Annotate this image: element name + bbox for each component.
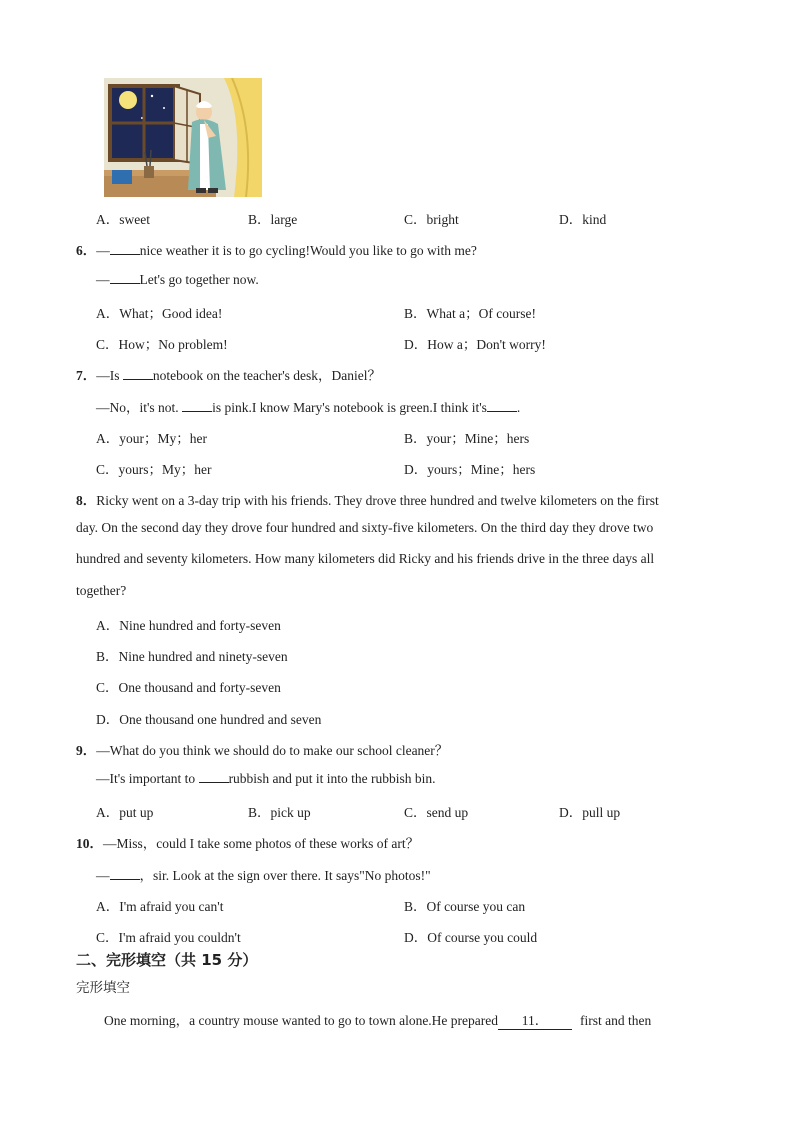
q6-option-d[interactable]: D．How a；Don't worry!: [404, 337, 546, 352]
q10-dash: —: [96, 868, 110, 883]
q6-option-a[interactable]: A．What；Good idea!: [96, 306, 223, 321]
q6-text-2: Let's go together now.: [139, 272, 259, 287]
q9-blank[interactable]: [199, 770, 229, 783]
q6-option-c[interactable]: C．How；No problem!: [96, 337, 228, 352]
q6-number: 6．: [76, 243, 97, 258]
q9-option-d[interactable]: D．pull up: [559, 805, 621, 820]
q9-text-2a: —It's important to: [96, 771, 199, 786]
q7-number: 7．: [76, 368, 97, 383]
section-title: 二、完形填空（共 15 分）: [76, 951, 258, 969]
q8-stem-line1: [76, 489, 659, 509]
q8-option-a[interactable]: A．Nine hundred and forty-seven: [96, 618, 281, 633]
q5-option-b[interactable]: B．large: [248, 212, 298, 227]
q9-number: 9．: [76, 743, 97, 758]
q8-text-1: Ricky went on a 3-day trip with his friends. They drove three hundred and twelve kilometers on the first: [96, 493, 659, 508]
q10-blank[interactable]: [110, 867, 140, 880]
q8-option-c[interactable]: C．One thousand and forty-seven: [96, 680, 281, 695]
q7-stem-line2: [96, 396, 520, 416]
cloze-blank-11-label: 11．: [521, 1013, 549, 1028]
q7-text-2a: —No，it's not.: [96, 400, 183, 415]
q9-stem-line1: [76, 739, 448, 759]
q6-dash-2: —: [96, 272, 110, 287]
q8-stem-line4: together?: [76, 583, 127, 598]
q7-text-1a: —Is: [96, 368, 123, 383]
moon-icon: [119, 91, 137, 109]
q8-stem-line3: hundred and seventy kilometers. How many kilometers did Ricky and his friends drive in the three days all: [76, 551, 655, 566]
q7-option-d[interactable]: D．yours；Mine；hers: [404, 462, 536, 477]
q6-blank-2[interactable]: [110, 271, 140, 284]
q10-stem-line2: [96, 864, 431, 884]
q10-option-c[interactable]: C．I'm afraid you couldn't: [96, 930, 241, 945]
q7-text-2b: is pink.I know Mary's notebook is green.I think it's: [212, 400, 487, 415]
q5-option-d[interactable]: D．kind: [559, 212, 607, 227]
q10-option-d[interactable]: D．Of course you could: [404, 930, 538, 945]
q8-stem-line2: day. On the second day they drove four hundred and sixty-five kilometers. On the third day they drove two: [76, 520, 654, 535]
q5-option-a[interactable]: A．sweet: [96, 212, 150, 227]
q10-text-2: ，sir. Look at the sign over there. It says"No photos!": [139, 868, 431, 883]
q10-option-b[interactable]: B．Of course you can: [404, 899, 526, 914]
cloze-blank-11[interactable]: [498, 1009, 572, 1030]
q7-blank-1[interactable]: [123, 367, 153, 380]
q9-option-b[interactable]: B．pick up: [248, 805, 311, 820]
cloze-paragraph-line1: [104, 1009, 651, 1030]
q9-option-c[interactable]: C．send up: [404, 805, 469, 820]
section-subtitle: 完形填空: [76, 980, 130, 996]
q9-text-1: —What do you think we should do to make our school cleaner？: [96, 743, 449, 758]
q5-option-c[interactable]: C．bright: [404, 212, 459, 227]
q8-option-d[interactable]: D．One thousand one hundred and seven: [96, 712, 322, 727]
q7-stem-line1: [76, 364, 381, 384]
q9-stem-line2: [96, 770, 436, 787]
cloze-text-b: first and then: [580, 1013, 652, 1028]
q6-dash: —: [96, 243, 110, 258]
q8-option-b[interactable]: B．Nine hundred and ninety-seven: [96, 649, 288, 664]
q9-text-2b: rubbish and put it into the rubbish bin.: [228, 771, 436, 786]
cloze-text-a: One morning，a country mouse wanted to go to town alone.He prepared: [104, 1013, 499, 1028]
q7-option-c[interactable]: C．yours；My；her: [96, 462, 212, 477]
q8-number: 8．: [76, 493, 97, 508]
q9-option-a[interactable]: A．put up: [96, 805, 154, 820]
q6-text-1: nice weather it is to go cycling!Would you like to go with me?: [139, 243, 477, 258]
q6-option-b[interactable]: B．What a；Of course!: [404, 306, 536, 321]
q7-option-a[interactable]: A．your；My；her: [96, 431, 207, 446]
q10-stem-line1: [76, 832, 419, 852]
q10-text-1: —Miss，could I take some photos of these works of art？: [103, 836, 420, 851]
moon-night-illustration: [104, 78, 262, 197]
q10-option-a[interactable]: A．I'm afraid you can't: [96, 899, 224, 914]
q6-blank-1[interactable]: [110, 242, 140, 255]
q7-text-1b: notebook on the teacher's desk，Daniel？: [152, 368, 381, 383]
q6-stem-line1: [76, 239, 477, 259]
q7-blank-3[interactable]: [487, 399, 517, 412]
q6-stem-line2: [96, 271, 259, 288]
q7-text-2c: .: [516, 400, 521, 415]
q7-option-b[interactable]: B．your；Mine；hers: [404, 431, 530, 446]
q7-blank-2[interactable]: [182, 399, 212, 412]
q10-number: 10．: [76, 836, 103, 851]
